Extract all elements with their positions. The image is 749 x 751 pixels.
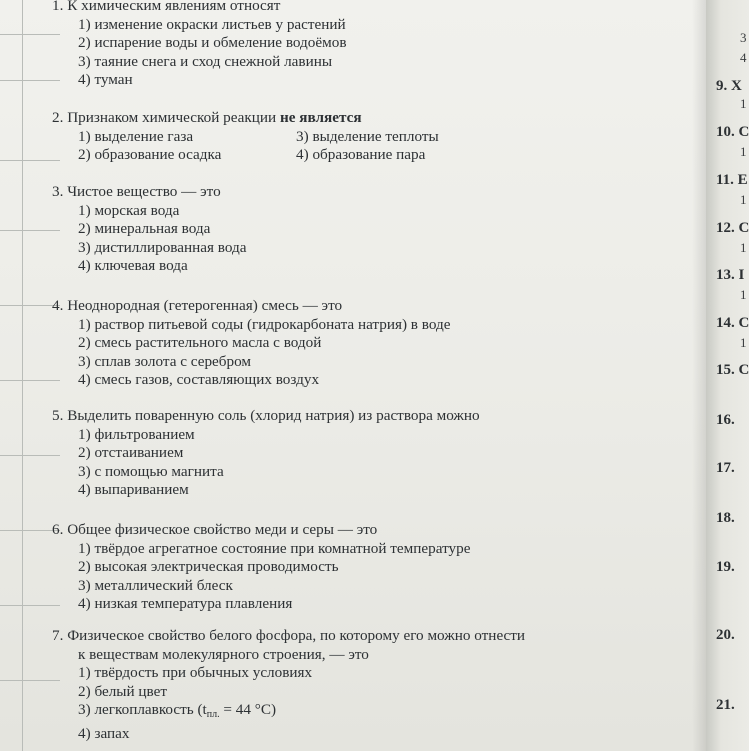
question-title: 3. Чистое вещество — это [52, 183, 221, 200]
page-number-fragment: 1 [740, 240, 747, 255]
subscript: пл. [206, 709, 220, 720]
answer-option: 2) отстаиванием [78, 444, 184, 461]
question-1 [52, 0, 347, 90]
answer-row [52, 128, 439, 147]
question-number: 20. [716, 627, 735, 643]
page-number-fragment: 4 [740, 50, 747, 65]
answer-option: 4) ключевая вода [78, 257, 188, 274]
answer-option: 4) образование пара [296, 146, 426, 163]
page-fold-shadow [692, 0, 706, 751]
answer-option: 4) смесь газов, составляющих воздух [78, 371, 320, 388]
question-title-continued: к веществам молекулярного строения, — это [78, 645, 369, 663]
question-number: 19. [716, 559, 735, 575]
answer-option [52, 701, 525, 725]
grid-line [0, 305, 60, 306]
grid-line [0, 380, 60, 381]
answer-option: 3) таяние снега и сход снежной лавины [78, 52, 333, 70]
question-4 [52, 297, 450, 390]
answer-option: 4) туман [78, 71, 133, 88]
question-number: 16. [716, 412, 735, 428]
grid-line [0, 530, 60, 531]
grid-line [0, 605, 60, 606]
answer-option: 3) с помощью магнита [78, 462, 224, 480]
answer-option: 2) высокая электрическая проводимость [78, 558, 339, 575]
grid-line [0, 455, 60, 456]
question-title-text: 2. Признаком химической реакции [52, 109, 280, 126]
grid-line [0, 80, 60, 81]
question-title: 4. Неоднородная (гетерогенная) смесь — это [52, 297, 343, 314]
question-title: 7. Физическое свойство белого фосфора, по которому его можно отнести [52, 627, 526, 644]
grid-line [22, 0, 23, 751]
answer-option: 2) белый цвет [78, 682, 168, 700]
grid-line [0, 680, 60, 681]
question-2 [52, 109, 439, 165]
answer-option: 3) сплав золота с серебром [78, 352, 252, 370]
answer-option: 1) твёрдость при обычных условиях [78, 664, 313, 681]
question-7 [52, 627, 525, 743]
question-title: 1. К химическим явлениям относят [52, 0, 281, 14]
page-number-fragment: 3 [740, 30, 747, 45]
page-number-fragment: 1 [740, 144, 747, 159]
question-number: 21. [716, 697, 735, 713]
grid-line [0, 34, 60, 35]
page-number-fragment: 1 [740, 96, 747, 111]
answer-option: 1) морская вода [78, 201, 180, 219]
answer-row [52, 146, 439, 165]
question-number: 10. С [716, 124, 749, 140]
question-number: 13. I [716, 267, 745, 283]
page-number-fragment: 1 [740, 192, 747, 207]
answer-option: 1) раствор питьевой соды (гидрокарбоната натрия) в воде [78, 315, 451, 333]
page-number-fragment: 1 [740, 287, 747, 302]
answer-option-text: 3) легкоплавкость (t [78, 701, 207, 718]
answer-option: 1) фильтрованием [78, 425, 195, 443]
grid-line [0, 230, 60, 231]
answer-option: 3) выделение теплоты [296, 127, 439, 145]
answer-option: 3) металлический блеск [78, 576, 233, 594]
answer-option: 1) изменение окраски листьев у растений [78, 15, 346, 33]
question-3 [52, 183, 246, 276]
question-number: 18. [716, 510, 735, 526]
answer-option: 4) выпариванием [78, 481, 189, 498]
question-number: 17. [716, 460, 735, 476]
answer-option-text: = 44 °C) [219, 701, 277, 718]
question-title-emphasis: не является [279, 109, 362, 126]
answer-option: 3) дистиллированная вода [78, 238, 247, 256]
answer-option: 1) выделение газа [78, 127, 194, 145]
question-number: 15. С [716, 362, 749, 378]
question-number: 12. С [716, 220, 749, 236]
answer-option: 2) минеральная вода [78, 220, 211, 237]
question-title [52, 109, 439, 128]
question-6 [52, 521, 470, 614]
answer-option: 1) твёрдое агрегатное состояние при комнатной температуре [78, 539, 471, 557]
answer-option: 2) испарение воды и обмеление водоёмов [78, 34, 347, 51]
question-title: 5. Выделить поваренную соль (хлорид натрия) из раствора можно [52, 407, 480, 424]
answer-option: 4) запах [78, 724, 130, 742]
question-number: 9. Х [716, 78, 742, 94]
grid-line [0, 160, 60, 161]
answer-option: 4) низкая температура плавления [78, 595, 293, 612]
question-title: 6. Общее физическое свойство меди и серы — это [52, 521, 378, 538]
question-number: 14. С [716, 315, 749, 331]
answer-option: 2) смесь растительного масла с водой [78, 334, 322, 351]
right-page [706, 0, 749, 751]
question-number: 11. Е [716, 172, 748, 188]
question-5 [52, 407, 480, 500]
page-number-fragment: 1 [740, 335, 747, 350]
answer-option: 2) образование осадка [78, 146, 222, 163]
